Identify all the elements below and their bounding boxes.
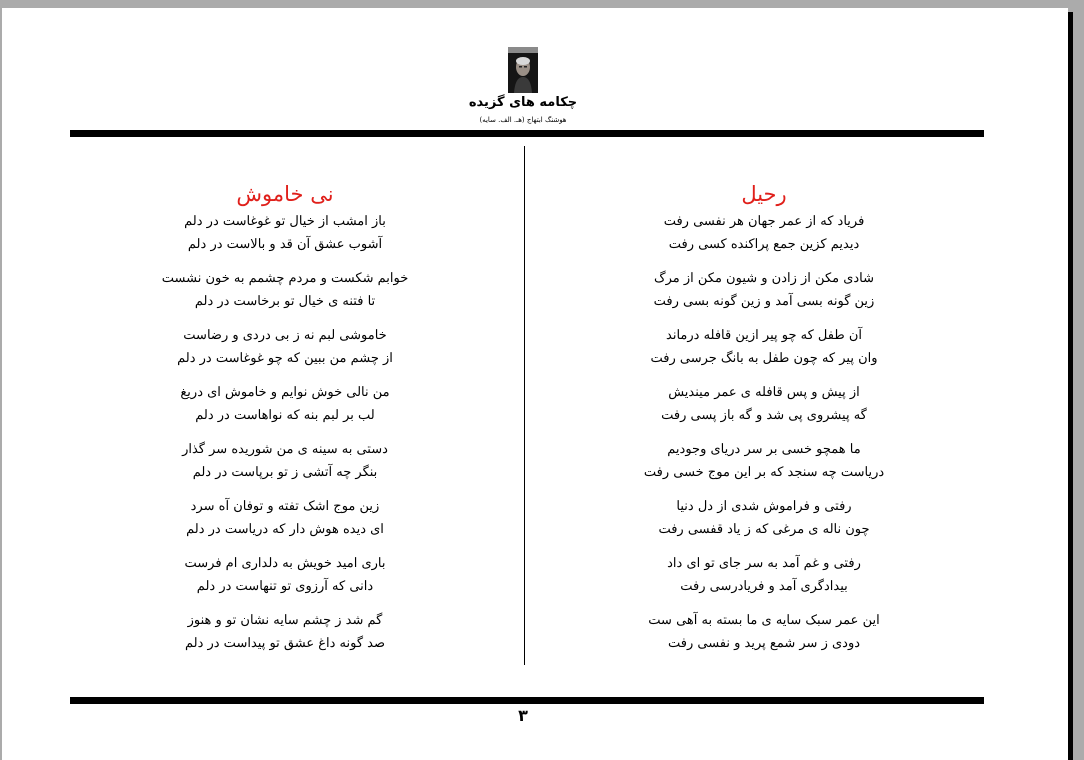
- verse-line: خاموشی لبم نه ز بی دردی و رضاست: [183, 328, 387, 343]
- stanza: [150, 438, 420, 493]
- header-rule: [70, 130, 984, 137]
- verse-line: دریاست چه سنجد که بر این موج خسی رفت: [643, 465, 885, 480]
- stanza: [150, 267, 420, 322]
- verse-line: رفتی و فراموش شدی از دل دنیا: [676, 499, 852, 514]
- verse-line: دودی ز سر شمع پرید و نفسی رفت: [667, 636, 861, 651]
- stanza: [630, 210, 898, 265]
- stanza: [150, 609, 420, 664]
- verse-line: بنگر چه آتشی ز تو برپاست در دلم: [192, 465, 378, 480]
- verse-line: وان پیر که چون طفل به بانگ جرسی رفت: [650, 351, 878, 366]
- verse-line: شادی مکن از زادن و شیون مکن از مرگ: [653, 271, 875, 286]
- verse-line: فریاد که از عمر جهان هر نفسی رفت: [663, 214, 865, 229]
- verse-line: دانی که آرزوی تو تنهاست در دلم: [196, 579, 374, 594]
- author-portrait-image: [508, 47, 538, 93]
- verse-line: چون ناله ی مرغی که ز یاد قفسی رفت: [658, 522, 870, 537]
- verse-line: لب بر لبم بنه که نواهاست در دلم: [195, 408, 375, 423]
- scrollbar[interactable]: [1073, 8, 1084, 760]
- poem-title: رحیل: [741, 182, 787, 206]
- verse-line: صد گونه داغ عشق تو پیداست در دلم: [184, 636, 386, 651]
- verse-line: این عمر سبک سایه ی ما بسته به آهی ست: [648, 613, 880, 628]
- verse-line: بیدادگری آمد و فریادرسی رفت: [680, 579, 848, 594]
- verse-line: آن طفل که چو پیر ازین قافله درماند: [666, 328, 862, 343]
- verse-line: من نالی خوش نوایم و خاموش ای دریغ: [180, 385, 390, 400]
- stanza: [630, 552, 898, 607]
- verse-line: ما همچو خسی بر سر دریای وجودیم: [667, 442, 861, 457]
- verse-line: گم شد ز چشم سایه نشان تو و هنوز: [187, 613, 383, 628]
- page-number: ۳: [518, 706, 528, 725]
- poem-rahil: [630, 180, 898, 664]
- verse-line: دیدیم کزین جمع پراکنده کسی رفت: [668, 237, 860, 252]
- verse-line: زین موج اشک تفته و توفان آه سرد: [190, 499, 380, 514]
- stanza: [630, 267, 898, 322]
- stanza: [150, 324, 420, 379]
- verse-line: از پیش و پس قافله ی عمر میندیش: [668, 385, 860, 400]
- verse-line: ای دیده هوش دار که دریاست در دلم: [186, 522, 384, 537]
- verse-line: آشوب عشق آن قد و بالاست در دلم: [187, 237, 383, 252]
- verse-line: باری امید خویش به دلداری ام فرست: [184, 556, 386, 571]
- footer-rule: [70, 697, 984, 704]
- verse-line: دستی به سینه ی من شوریده سر گذار: [182, 442, 388, 457]
- stanza: [150, 495, 420, 550]
- verse-line: خوابم شکست و مردم چشمم به خون نشست: [161, 271, 409, 286]
- verse-line: رفتی و غم آمد به سر جای تو ای داد: [667, 556, 861, 571]
- author-name: هوشنگ ابتهاج (هـ. الف. سایه): [479, 116, 567, 124]
- stanza: [630, 438, 898, 493]
- verse-line: از چشم من ببین که چو غوغاست در دلم: [177, 351, 393, 366]
- stanza: [630, 381, 898, 436]
- stanza: [630, 324, 898, 379]
- stanza: [150, 381, 420, 436]
- stanza: [150, 210, 420, 265]
- stanza: [150, 552, 420, 607]
- poem-ney-khamoush: [150, 180, 420, 664]
- stanza: [630, 609, 898, 664]
- column-divider: [524, 146, 525, 665]
- book-title: چکامه های گزیده: [468, 95, 578, 110]
- verse-line: گه پیشروی پی شد و گه باز پسی رفت: [661, 408, 867, 423]
- verse-line: تا فتنه ی خیال تو برخاست در دلم: [194, 294, 376, 309]
- verse-line: باز امشب از خیال تو غوغاست در دلم: [184, 214, 386, 229]
- poem-title: نی خاموش: [236, 182, 334, 206]
- verse-line: زین گونه بسی آمد و زین گونه بسی رفت: [653, 294, 875, 309]
- stanza: [630, 495, 898, 550]
